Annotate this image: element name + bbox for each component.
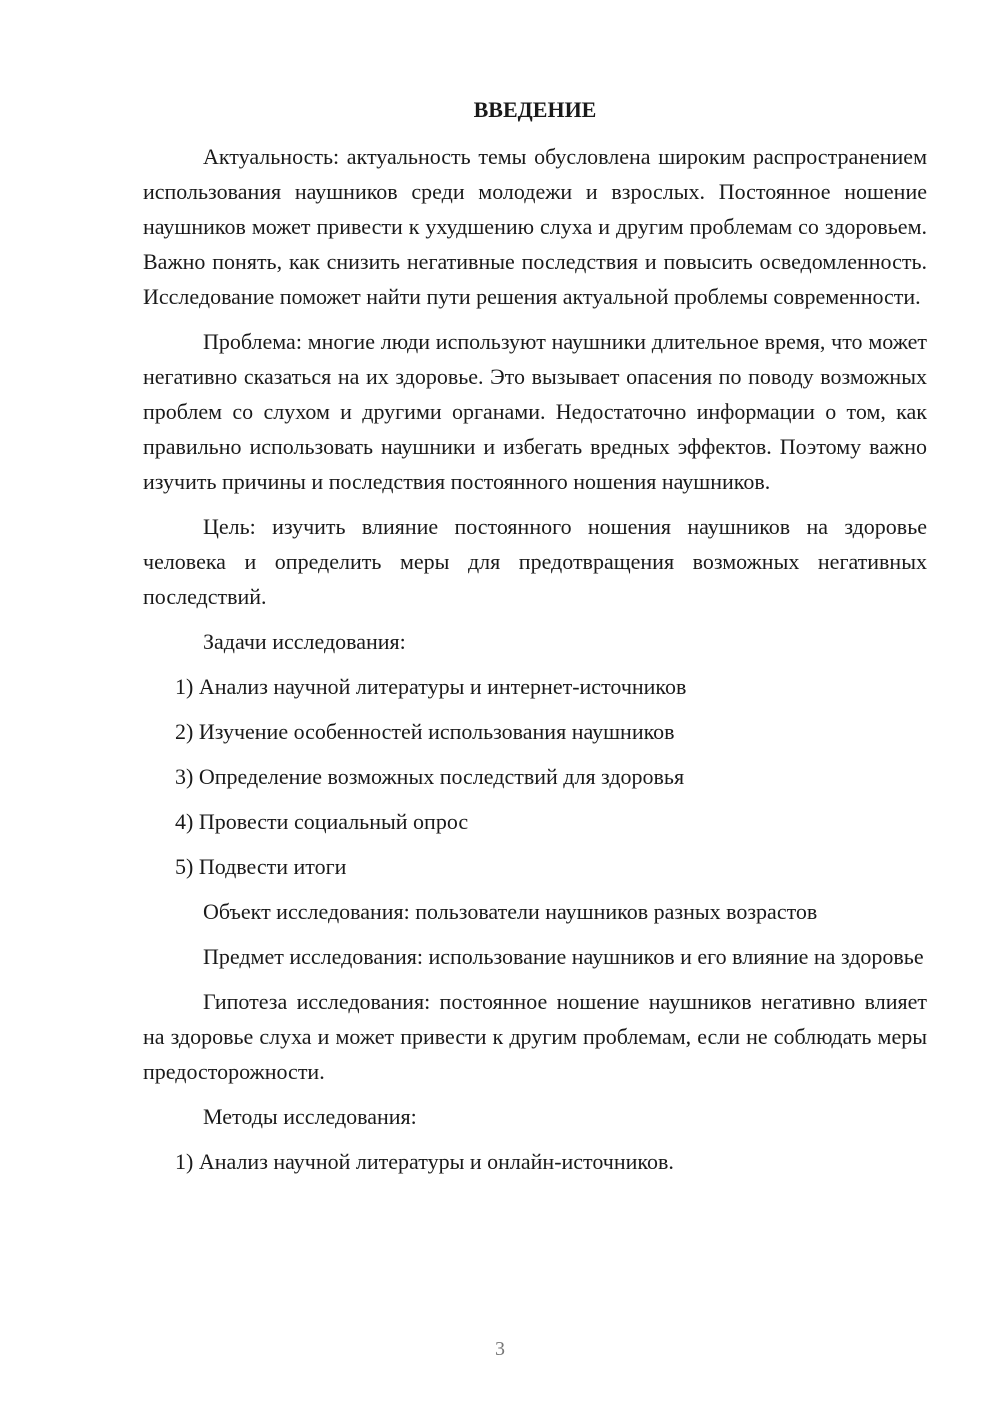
tasks-heading: Задачи исследования: xyxy=(203,629,406,654)
tasks-list xyxy=(143,669,927,884)
object-paragraph: Объект исследования: пользователи наушников разных возрастов xyxy=(203,899,818,924)
list-item: 4) Провести социальный опрос xyxy=(175,809,469,834)
list-item: 2) Изучение особенностей использования наушников xyxy=(175,719,675,744)
goal-paragraph: Цель: изучить влияние постоянного ношения наушников на здоровье человека и определить меры для предотвращения возможных негативных последствий. xyxy=(143,514,927,609)
problem-paragraph: Проблема: многие люди используют наушники длительное время, что может негативно сказаться на их здоровье. Это вызывает опасения по поводу возможных проблем со слухом и другими органами. Недостаточно информации о том, как правильно использовать наушники и избегать вредных эффектов. Поэтому важно изучить причины и последствия постоянного ношения наушников. xyxy=(143,329,927,494)
subject-paragraph: Предмет исследования: использование наушников и его влияние на здоровье xyxy=(203,944,924,969)
list-item: 1) Анализ научной литературы и интернет-источников xyxy=(175,674,687,699)
hypothesis-paragraph: Гипотеза исследования: постоянное ношение наушников негативно влияет на здоровье слуха и может привести к другим проблемам, если не соблюдать меры предосторожности. xyxy=(143,989,927,1084)
methods-list xyxy=(143,1144,927,1179)
list-item: 5) Подвести итоги xyxy=(175,854,347,879)
list-item: 3) Определение возможных последствий для здоровья xyxy=(175,764,685,789)
list-item: 1) Анализ научной литературы и онлайн-источников. xyxy=(175,1149,674,1174)
page-number: 3 xyxy=(495,1338,505,1360)
relevance-paragraph: Актуальность: актуальность темы обусловлена широким распространением использования наушников среди молодежи и взрослых. Постоянное ношение наушников может привести к ухудшению слуха и другим проблемам со здоровьем. Важно понять, как снизить негативные последствия и повысить осведомленность. Исследование поможет найти пути решения актуальной проблемы современности. xyxy=(143,144,927,309)
methods-heading: Методы исследования: xyxy=(203,1104,417,1129)
page-title: ВВЕДЕНИЕ xyxy=(473,97,597,122)
